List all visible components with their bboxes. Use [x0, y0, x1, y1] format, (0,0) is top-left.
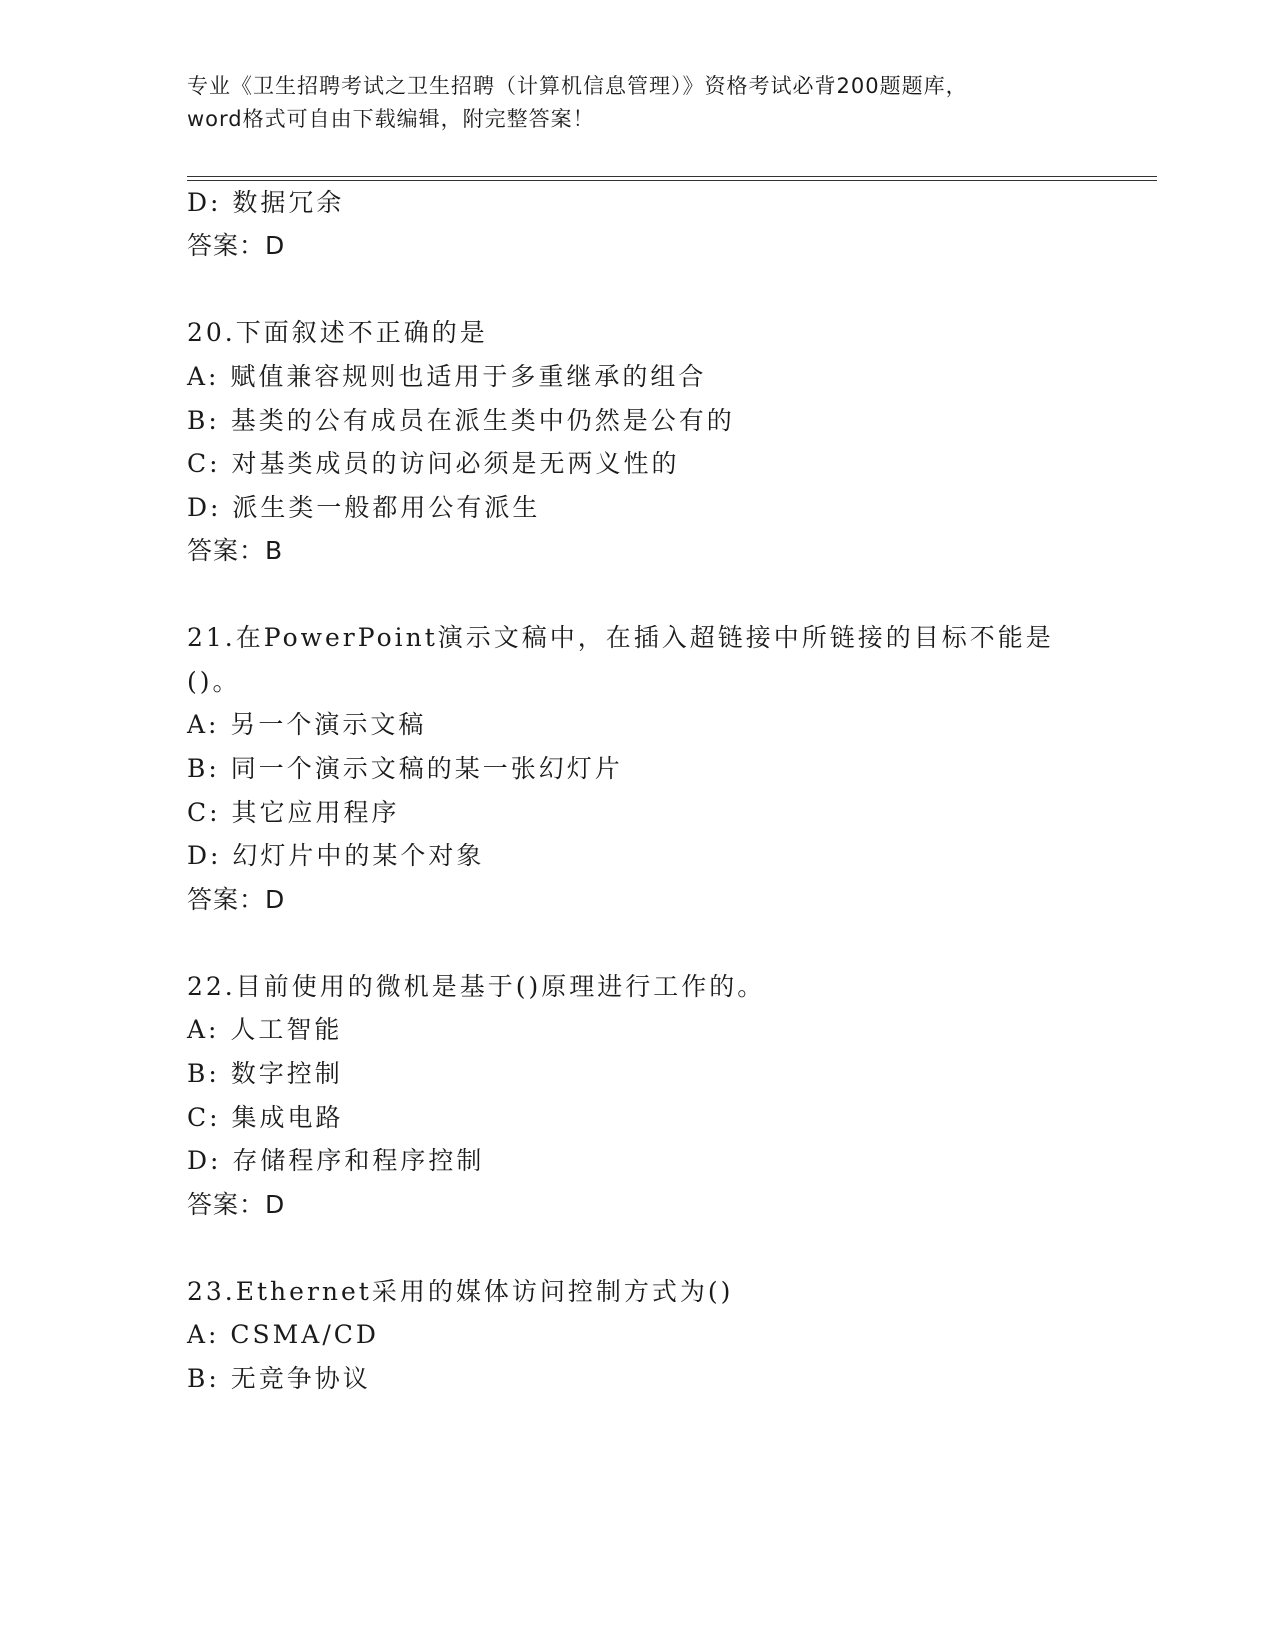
- header-divider: [187, 176, 1157, 181]
- q20-option-b: B: 基类的公有成员在派生类中仍然是公有的: [187, 406, 735, 435]
- q21-option-d: D: 幻灯片中的某个对象: [187, 841, 485, 870]
- q22-option-a: A: 人工智能: [187, 1015, 343, 1044]
- q22-answer: 答案：D: [187, 1190, 286, 1219]
- q22-option-b: B: 数字控制: [187, 1059, 343, 1088]
- q19-option-d: D: 数据冗余: [187, 188, 345, 217]
- q21-stem: 21.在PowerPoint演示文稿中，在插入超链接中所链接的目标不能是: [187, 623, 1054, 652]
- q20-option-c: C: 对基类成员的访问必须是无两义性的: [187, 449, 680, 478]
- q21-option-a: A: 另一个演示文稿: [187, 710, 427, 739]
- document-header: [187, 70, 1087, 136]
- header-title-line-2: word格式可自由下载编辑，附完整答案！: [187, 107, 595, 131]
- q19-answer: 答案：D: [187, 231, 286, 260]
- q22-option-c: C: 集成电路: [187, 1103, 344, 1132]
- q21-answer: 答案：D: [187, 885, 286, 914]
- q23-option-a: A: CSMA/CD: [187, 1320, 379, 1349]
- q21-option-b: B: 同一个演示文稿的某一张幻灯片: [187, 754, 623, 783]
- header-title-line-1: 专业《卫生招聘考试之卫生招聘（计算机信息管理）》资格考试必背200题题库，: [187, 74, 968, 98]
- q21-option-c: C: 其它应用程序: [187, 798, 400, 827]
- q21-stem-cont: ()。: [187, 667, 241, 696]
- q22-stem: 22.目前使用的微机是基于()原理进行工作的。: [187, 972, 766, 1001]
- q20-answer: 答案：B: [187, 536, 284, 565]
- q20-stem: 20.下面叙述不正确的是: [187, 318, 488, 347]
- q22-option-d: D: 存储程序和程序控制: [187, 1146, 485, 1175]
- q20-option-a: A: 赋值兼容规则也适用于多重继承的组合: [187, 362, 707, 391]
- q23-stem: 23.Ethernet采用的媒体访问控制方式为(): [187, 1277, 734, 1306]
- q23-option-b: B: 无竞争协议: [187, 1364, 371, 1393]
- q20-option-d: D: 派生类一般都用公有派生: [187, 493, 541, 522]
